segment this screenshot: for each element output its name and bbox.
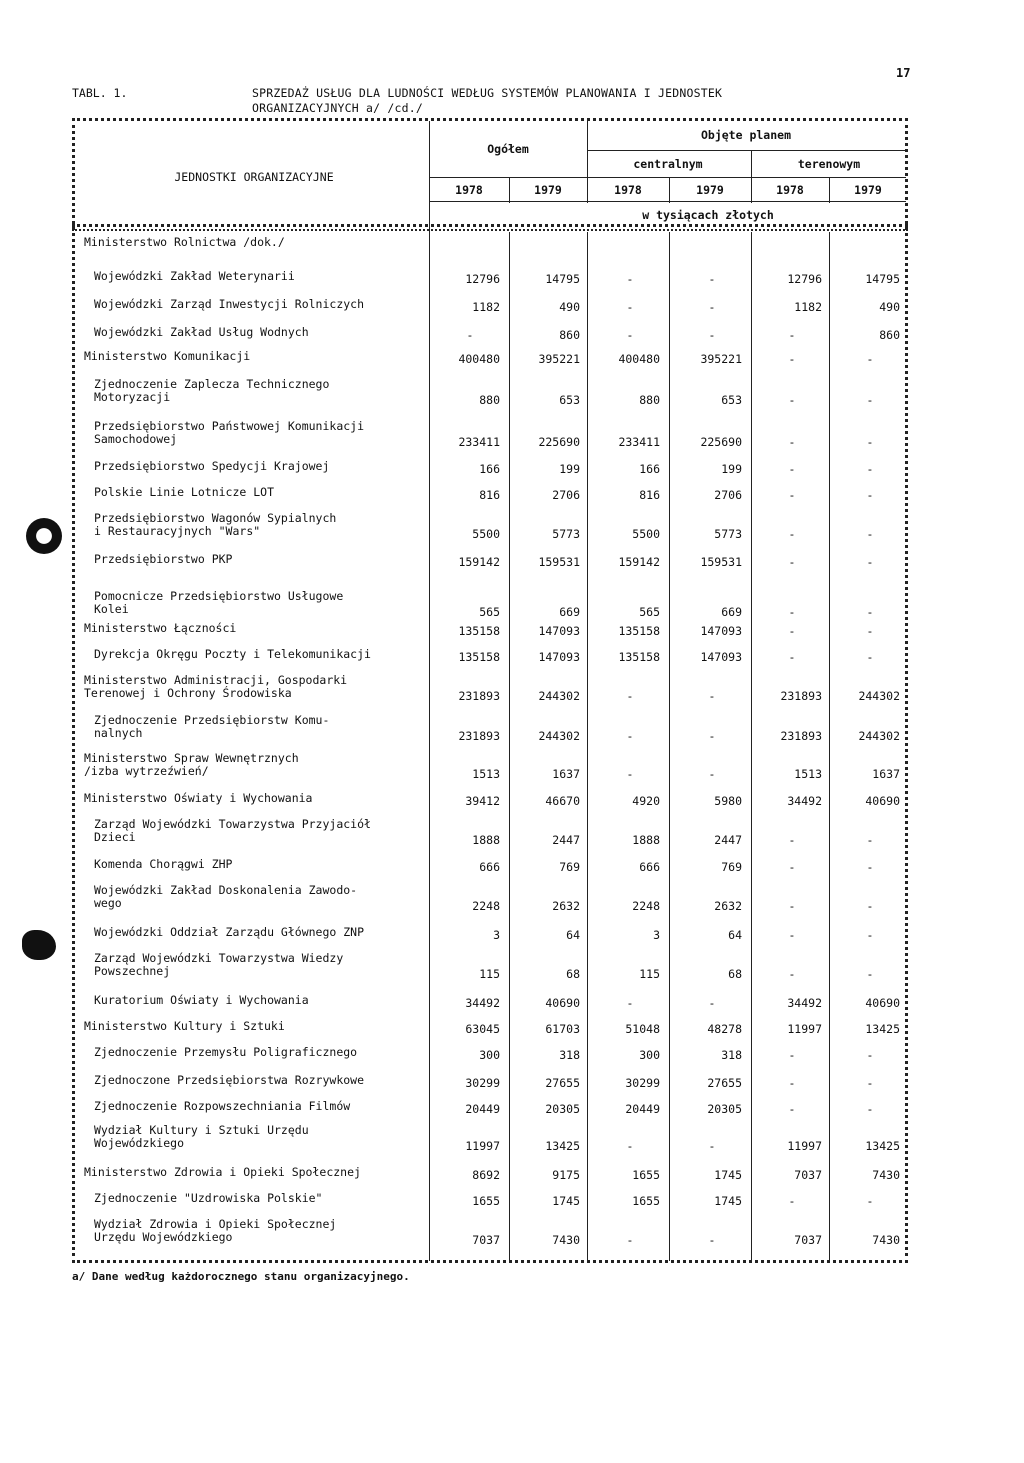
table-cell: - (866, 527, 874, 541)
table-cell: 159142 (618, 555, 660, 569)
table-cell: 1513 (472, 767, 500, 781)
table-id: TABL. 1. (72, 86, 128, 100)
table-cell: 1637 (872, 767, 900, 781)
table-cell: - (626, 729, 634, 743)
table-cell: 233411 (618, 435, 660, 449)
header-covered: Objęte planem (700, 128, 791, 142)
table-cell: - (866, 435, 874, 449)
ministry-label: Ministerstwo Administracji, Gospodarki Terenowej i Ochrony Środowiska (84, 673, 348, 700)
table-cell: 20305 (545, 1102, 580, 1116)
table-cell: 565 (639, 605, 660, 619)
table-cell: 159531 (700, 555, 742, 569)
ministry-label: Ministerstwo Łączności (84, 621, 237, 635)
punch-hole-mark (26, 518, 62, 554)
table-cell: 769 (559, 860, 580, 874)
table-cell: 666 (479, 860, 500, 874)
header-line-years-top (430, 177, 906, 178)
unit-label: Kuratorium Oświaty i Wychowania (94, 993, 309, 1007)
table-cell: 39412 (465, 794, 500, 808)
table-cell: 3 (493, 928, 500, 942)
table-cell: 565 (479, 605, 500, 619)
table-cell: 159531 (538, 555, 580, 569)
table-cell: 14795 (865, 272, 900, 286)
table-cell: 2632 (552, 899, 580, 913)
unit-label: Wojewódzki Zarząd Inwestycji Rolniczych (94, 297, 365, 311)
unit-label: Zjednoczenie Rozpowszechniania Filmów (94, 1099, 351, 1113)
table-cell: - (788, 624, 796, 638)
table-cell: 147093 (700, 650, 742, 664)
table-cell: 225690 (700, 435, 742, 449)
table-cell: 233411 (458, 435, 500, 449)
table-cell: 115 (479, 967, 500, 981)
table-cell: 34492 (787, 794, 822, 808)
unit-label: Komenda Chorągwi ZHP (94, 857, 233, 871)
table-cell: 2632 (714, 899, 742, 913)
table-cell: - (788, 1194, 796, 1208)
col-line-6 (829, 232, 830, 1261)
table-cell: 13425 (865, 1139, 900, 1153)
header-year-central-1979: 1979 (696, 183, 724, 197)
table-cell: 2447 (714, 833, 742, 847)
table-cell: - (788, 860, 796, 874)
footnote: a/ Dane według każdorocznego stanu organizacyjnego. (72, 1270, 410, 1283)
unit-label: Zarząd Wojewódzki Towarzystwa Wiedzy Powszechnej (94, 951, 344, 978)
table-cell: 490 (879, 300, 900, 314)
table-cell: 135158 (458, 650, 500, 664)
table-cell: 40690 (545, 996, 580, 1010)
table-cell: 147093 (700, 624, 742, 638)
table-cell: 395221 (700, 352, 742, 366)
page-number: 17 (896, 66, 911, 80)
unit-label: Zjednoczone Przedsiębiorstwa Rozrywkowe (94, 1073, 365, 1087)
table-cell: - (788, 833, 796, 847)
header-year-total-1979: 1979 (534, 183, 562, 197)
table-cell: - (626, 996, 634, 1010)
table-cell: 2447 (552, 833, 580, 847)
ministry-label: Ministerstwo Kultury i Sztuki (84, 1019, 285, 1033)
table-cell: 11997 (465, 1139, 500, 1153)
unit-label: Wojewódzki Oddział Zarządu Głównego ZNP (94, 925, 365, 939)
table-cell: - (788, 462, 796, 476)
table-cell: - (866, 928, 874, 942)
table-cell: 20449 (625, 1102, 660, 1116)
table-cell: 30299 (465, 1076, 500, 1090)
table-cell: - (788, 352, 796, 366)
table-cell: - (708, 767, 716, 781)
table-cell: - (788, 393, 796, 407)
table-cell: 7430 (872, 1233, 900, 1247)
table-cell: - (708, 996, 716, 1010)
table-cell: 1745 (552, 1194, 580, 1208)
table-cell: 166 (639, 462, 660, 476)
ministry-label: Ministerstwo Zdrowia i Opieki Społecznej (84, 1165, 361, 1179)
table-cell: 1888 (632, 833, 660, 847)
table-cell: - (866, 860, 874, 874)
table-cell: 20449 (465, 1102, 500, 1116)
table-cell: - (866, 462, 874, 476)
unit-label: Pomocnicze Przedsiębiorstwo Usługowe Kolei (94, 589, 344, 616)
table-title-line1: SPRZEDAŻ USŁUG DLA LUDNOŚCI WEDŁUG SYSTEMÓW PLANOWANIA I JEDNOSTEK (252, 86, 723, 100)
table-cell: - (626, 1233, 634, 1247)
table-cell: 5500 (632, 527, 660, 541)
table-cell: 2248 (472, 899, 500, 913)
header-total: Ogółem (487, 142, 529, 156)
col-line-4 (669, 232, 670, 1261)
col-line-3 (587, 232, 588, 1261)
table-cell: 2706 (552, 488, 580, 502)
table-cell: - (866, 624, 874, 638)
table-cell: 1888 (472, 833, 500, 847)
unit-label: Zjednoczenie "Uzdrowiska Polskie" (94, 1191, 323, 1205)
ministry-label: Ministerstwo Rolnictwa /dok./ (84, 235, 285, 249)
table-cell: - (866, 1194, 874, 1208)
table-cell: 48278 (707, 1022, 742, 1036)
table-cell: 166 (479, 462, 500, 476)
table-cell: 490 (559, 300, 580, 314)
table-cell: - (626, 767, 634, 781)
col-line-5 (751, 232, 752, 1261)
table-cell: 816 (479, 488, 500, 502)
table-cell: 669 (559, 605, 580, 619)
header-year-central-1978: 1978 (614, 183, 642, 197)
unit-label: Zjednoczenie Zaplecza Technicznego Motoryzacji (94, 377, 330, 404)
ministry-label: Ministerstwo Komunikacji (84, 349, 251, 363)
table-cell: 63045 (465, 1022, 500, 1036)
table-cell: 7037 (472, 1233, 500, 1247)
table-cell: 14795 (545, 272, 580, 286)
table-cell: 231893 (458, 689, 500, 703)
table-cell: 1655 (632, 1194, 660, 1208)
table-cell: 816 (639, 488, 660, 502)
unit-label: Przedsiębiorstwo Spedycji Krajowej (94, 459, 330, 473)
unit-label: Zjednoczenie Przedsiębiorstw Komu- nalnych (94, 713, 330, 740)
table-cell: 27655 (707, 1076, 742, 1090)
table-cell: - (788, 435, 796, 449)
table-cell: 3 (653, 928, 660, 942)
table-cell: 880 (479, 393, 500, 407)
table-cell: - (708, 272, 716, 286)
col-line-5-hdr (751, 150, 752, 203)
table-cell: 199 (559, 462, 580, 476)
table-cell: - (866, 1102, 874, 1116)
table-cell: 20305 (707, 1102, 742, 1116)
header-territorial: terenowym (797, 157, 861, 171)
table-cell: 68 (728, 967, 742, 981)
header-line-years-bottom (430, 201, 906, 202)
table-cell: - (866, 899, 874, 913)
table-cell: 1513 (794, 767, 822, 781)
table-cell: 9175 (552, 1168, 580, 1182)
table-cell: 1655 (472, 1194, 500, 1208)
table-cell: 231893 (458, 729, 500, 743)
table-cell: - (788, 1076, 796, 1090)
table-cell: - (708, 1233, 716, 1247)
table-cell: 7037 (794, 1168, 822, 1182)
table-cell: 68 (566, 967, 580, 981)
unit-label: Przedsiębiorstwo Państwowej Komunikacji Samochodowej (94, 419, 365, 446)
table-cell: 13425 (545, 1139, 580, 1153)
col-line-2-hdr (509, 177, 510, 203)
table-cell: 860 (559, 328, 580, 342)
unit-label: Zarząd Wojewódzki Towarzystwa Przyjaciół Dzieci (94, 817, 371, 844)
table-cell: 318 (559, 1048, 580, 1062)
unit-label: Dyrekcja Okręgu Poczty i Telekomunikacji (94, 647, 371, 661)
table-cell: 7037 (794, 1233, 822, 1247)
table-cell: 400480 (458, 352, 500, 366)
col-line-3-hdr (587, 121, 588, 203)
table-cell: 653 (721, 393, 742, 407)
table-cell: 244302 (858, 729, 900, 743)
table-cell: 147093 (538, 624, 580, 638)
table-cell: 231893 (780, 689, 822, 703)
table-cell: 30299 (625, 1076, 660, 1090)
table-cell: 1637 (552, 767, 580, 781)
header-central: centralnym (633, 157, 703, 171)
ministry-label: Ministerstwo Oświaty i Wychowania (84, 791, 313, 805)
table-cell: 135158 (618, 624, 660, 638)
table-cell: 400480 (618, 352, 660, 366)
table-cell: - (788, 555, 796, 569)
table-cell: 147093 (538, 650, 580, 664)
table-cell: 1182 (794, 300, 822, 314)
table-cell: - (866, 650, 874, 664)
table-cell: 5773 (552, 527, 580, 541)
table-cell: 769 (721, 860, 742, 874)
table-cell: 7430 (552, 1233, 580, 1247)
header-year-total-1978: 1978 (455, 183, 483, 197)
table-cell: 244302 (538, 729, 580, 743)
header-year-territorial-1979: 1979 (854, 183, 882, 197)
table-cell: 64 (566, 928, 580, 942)
table-cell: 46670 (545, 794, 580, 808)
unit-label: Wojewódzki Zakład Doskonalenia Zawodo- wego (94, 883, 358, 910)
table-cell: - (866, 833, 874, 847)
table-cell: - (788, 488, 796, 502)
table-cell: 115 (639, 967, 660, 981)
table-cell: 5980 (714, 794, 742, 808)
table-cell: 13425 (865, 1022, 900, 1036)
table-cell: 12796 (465, 272, 500, 286)
table-cell: 395221 (538, 352, 580, 366)
table-cell: 2248 (632, 899, 660, 913)
table-cell: 40690 (865, 794, 900, 808)
table-cell: - (866, 488, 874, 502)
table-cell: 1745 (714, 1194, 742, 1208)
table-cell: - (788, 650, 796, 664)
table-cell: - (788, 527, 796, 541)
table-cell: 8692 (472, 1168, 500, 1182)
table-cell: 666 (639, 860, 660, 874)
table-cell: - (708, 300, 716, 314)
header-currency: w tysiącach złotych (642, 208, 774, 222)
table-cell: 1745 (714, 1168, 742, 1182)
table-cell: 64 (728, 928, 742, 942)
table-cell: 7430 (872, 1168, 900, 1182)
table-cell: 880 (639, 393, 660, 407)
unit-label: Wydział Kultury i Sztuki Urzędu Wojewódzkiego (94, 1123, 309, 1150)
unit-label: Wojewódzki Zakład Usług Wodnych (94, 325, 309, 339)
table-cell: 135158 (618, 650, 660, 664)
table-cell: 225690 (538, 435, 580, 449)
table-cell: 27655 (545, 1076, 580, 1090)
table-cell: 61703 (545, 1022, 580, 1036)
table-cell: 244302 (538, 689, 580, 703)
table-cell: - (866, 605, 874, 619)
table-cell: 11997 (787, 1022, 822, 1036)
table-cell: - (626, 300, 634, 314)
table-cell: - (788, 605, 796, 619)
unit-label: Zjednoczenie Przemysłu Poligraficznego (94, 1045, 358, 1059)
table-cell: 5773 (714, 527, 742, 541)
table-cell: - (866, 393, 874, 407)
table-cell: - (788, 967, 796, 981)
table-cell: 135158 (458, 624, 500, 638)
table-cell: - (866, 1076, 874, 1090)
table-cell: 34492 (787, 996, 822, 1010)
table-cell: 318 (721, 1048, 742, 1062)
table-cell: 5500 (472, 527, 500, 541)
table-cell: 40690 (865, 996, 900, 1010)
table-cell: - (788, 1102, 796, 1116)
table-cell: 2706 (714, 488, 742, 502)
table-cell: - (788, 928, 796, 942)
table-cell: - (788, 1048, 796, 1062)
table-cell: 1182 (472, 300, 500, 314)
table-cell: 653 (559, 393, 580, 407)
ministry-label: Ministerstwo Spraw Wewnętrznych /izba wytrzeźwień/ (84, 751, 299, 778)
table-cell: 12796 (787, 272, 822, 286)
table-cell: 51048 (625, 1022, 660, 1036)
table-cell: 11997 (787, 1139, 822, 1153)
table-cell: - (708, 1139, 716, 1153)
header-separator-2 (72, 229, 908, 231)
unit-label: Polskie Linie Lotnicze LOT (94, 485, 275, 499)
header-line-covered (588, 150, 906, 151)
header-separator (72, 224, 908, 227)
table-cell: - (708, 328, 716, 342)
table-cell: 34492 (465, 996, 500, 1010)
table-cell: 4920 (632, 794, 660, 808)
table-cell: - (626, 328, 634, 342)
unit-label: Wojewódzki Zakład Weterynarii (94, 269, 295, 283)
table-cell: - (626, 272, 634, 286)
unit-label: Przedsiębiorstwo Wagonów Sypialnych i Restauracyjnych "Wars" (94, 511, 337, 538)
table-cell: 300 (639, 1048, 660, 1062)
table-cell: 300 (479, 1048, 500, 1062)
unit-label: Wydział Zdrowia i Opieki Społecznej Urzędu Wojewódzkiego (94, 1217, 337, 1244)
table-cell: - (866, 1048, 874, 1062)
table-cell: - (708, 689, 716, 703)
table-cell: - (708, 729, 716, 743)
table-cell: - (626, 1139, 634, 1153)
table-cell: - (466, 328, 474, 342)
table-cell: 1655 (632, 1168, 660, 1182)
col-line-4-hdr (669, 177, 670, 203)
table-cell: - (866, 555, 874, 569)
table-cell: 669 (721, 605, 742, 619)
col-line-6-hdr (829, 177, 830, 203)
table-cell: - (866, 967, 874, 981)
table-cell: 244302 (858, 689, 900, 703)
header-units: JEDNOSTKI ORGANIZACYJNE (174, 170, 334, 184)
table-cell: - (788, 899, 796, 913)
table-cell: 860 (879, 328, 900, 342)
unit-label: Przedsiębiorstwo PKP (94, 552, 233, 566)
table-cell: 159142 (458, 555, 500, 569)
header-year-territorial-1978: 1978 (776, 183, 804, 197)
table-cell: - (788, 328, 796, 342)
table-cell: - (626, 689, 634, 703)
table-cell: - (866, 352, 874, 366)
punch-hole-mark (22, 930, 56, 960)
table-cell: 199 (721, 462, 742, 476)
table-cell: 231893 (780, 729, 822, 743)
table-title-line2: ORGANIZACYJNYCH a/ /cd./ (252, 101, 423, 115)
